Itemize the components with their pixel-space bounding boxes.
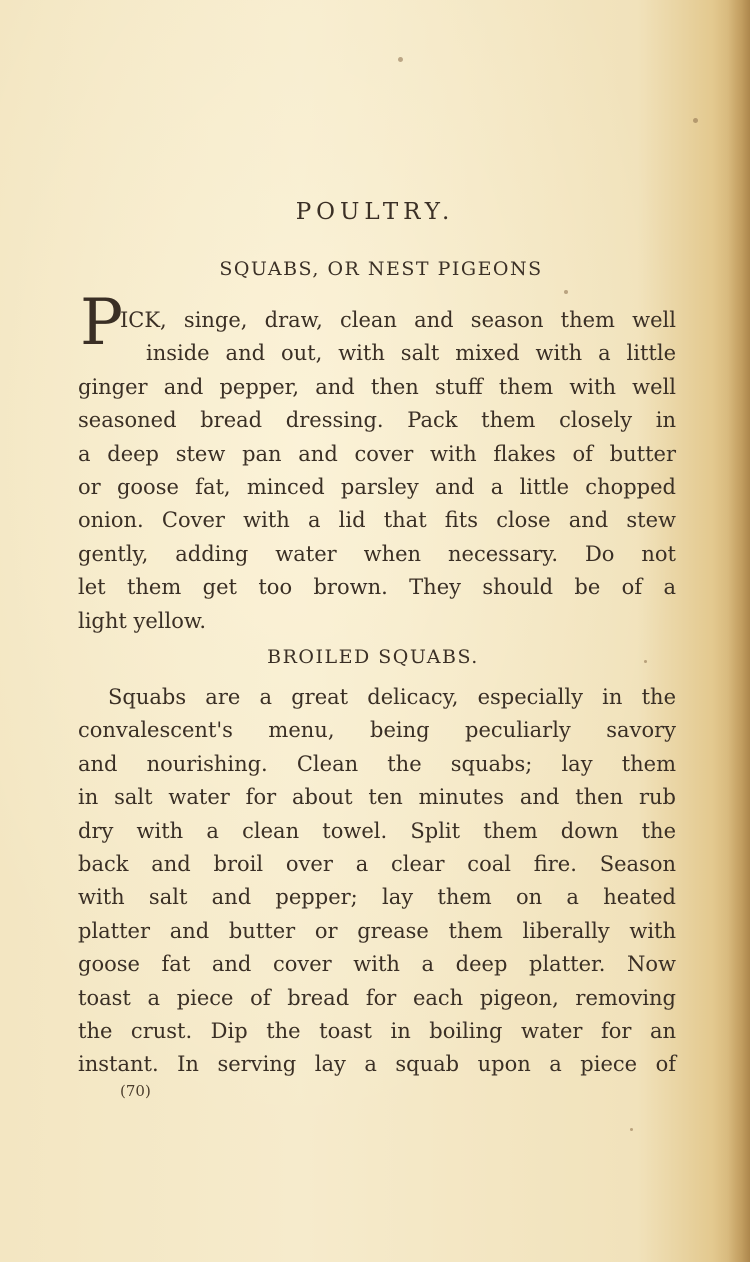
text-line: instant. In serving lay a squab upon a piece of: [78, 1052, 676, 1077]
text-line: onion. Cover with a lid that fits close and stew: [78, 508, 676, 533]
text-line: in salt water for about ten minutes and then rub: [78, 785, 676, 810]
paper-speck: [564, 290, 568, 294]
text-line: ICK, singe, draw, clean and season them well: [120, 308, 676, 332]
page-edge-shadow: [728, 0, 750, 1262]
page-number: (70): [120, 1082, 151, 1100]
paper-speck: [398, 57, 403, 62]
text-line: convalescent's menu, being peculiarly savory: [78, 718, 676, 743]
paper-speck: [693, 118, 698, 123]
section-heading-squabs: SQUABS, OR NEST PIGEONS: [219, 258, 543, 280]
text-line: or goose fat, minced parsley and a little chopped: [78, 475, 676, 500]
drop-cap: P: [80, 286, 124, 360]
text-line: back and broil over a clear coal fire. Season: [78, 852, 676, 877]
text-line: and nourishing. Clean the squabs; lay them: [78, 751, 676, 776]
paragraph-broiled-squabs: [78, 681, 676, 1082]
text-line: ginger and pepper, and then stuff them with well: [78, 374, 676, 399]
text-line: seasoned bread dressing. Pack them closely in: [78, 408, 676, 433]
paper-speck: [630, 1128, 633, 1131]
text-line: toast a piece of bread for each pigeon, removing: [78, 985, 676, 1010]
text-line: Squabs are a great delicacy, especially in the: [108, 685, 676, 709]
text-line: let them get too brown. They should be of a: [78, 575, 676, 600]
text-line: a deep stew pan and cover with flakes of butter: [78, 441, 676, 466]
text-line: platter and butter or grease them liberally with: [78, 918, 676, 943]
paragraph-squabs: [78, 304, 676, 638]
text-line: light yellow.: [78, 608, 207, 633]
text-line: gently, adding water when necessary. Do not: [78, 541, 676, 566]
section-heading-broiled-squabs: BROILED SQUABS.: [267, 646, 479, 668]
text-line: goose fat and cover with a deep platter. Now: [78, 952, 676, 977]
text-line: inside and out, with salt mixed with a little: [146, 341, 676, 366]
page-title: POULTRY.: [295, 199, 455, 225]
text-line: dry with a clean towel. Split them down the: [78, 818, 676, 843]
text-line: the crust. Dip the toast in boiling water for an: [78, 1019, 676, 1044]
text-line: with salt and pepper; lay them on a heated: [78, 885, 676, 910]
